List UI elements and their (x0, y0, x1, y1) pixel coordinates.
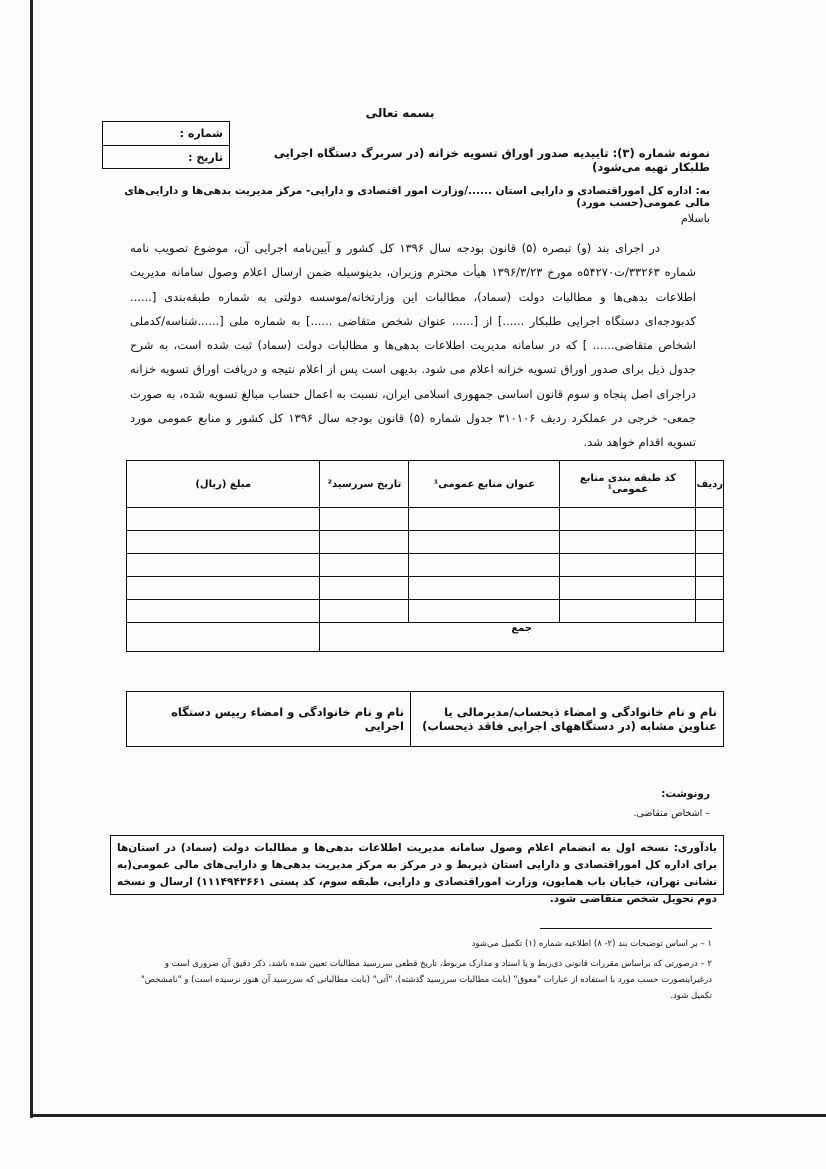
page-edge-bottom (30, 1114, 826, 1117)
footnote-2: ۲ – درصورتی که براساس مقررات قانونی ذی‌ربط و یا اسناد و مدارک مربوط، تاریخ قطعی سررسید مطالبات تعیین شده باشد، ذکر دقیق آن ضروری است و درغیراینصورت حسب مورد با استفاده از عبارات "معوق" (بابت مطالبات سررسید گذشته)، "آتی" (بابت مطالباتی که سررسید آن هنوز نرسیده است) و "نامشخص" تکمیل شود. (140, 959, 712, 1001)
cc-title: رونوشت: (661, 788, 710, 800)
table-header-row (127, 461, 724, 508)
agency-head-signature[interactable]: نام و نام خانوادگی و امضاء رییس دستگاه اجرایی (127, 692, 411, 747)
form-title: نمونه شماره (۳): تاییدیه صدور اوراق تسویه خزانه (در سربرگ دستگاه اجرایی طلبکار تهیه می‌شود) (273, 146, 710, 174)
number-field[interactable]: شماره : (103, 122, 229, 146)
table-total-row (127, 623, 724, 652)
signature-table (126, 691, 724, 747)
total-label: جمع (320, 623, 724, 652)
footnote-1: ۱ – بر اساس توضیحات بند (۲- ۸) اطلاعیه شماره (۱) تکمیل می‌شود (471, 939, 712, 949)
body-paragraph: در اجرای بند (و) تبصره (۵) قانون بودجه سال ۱۳۹۶ کل کشور و آیین‌نامه اجرایی آن، موضوع تصویب نامه شماره ۳۳۲۶۳/ت۵۴۲۷۰ه مورخ ۱۳۹۶/۳/۲۳ هیأت محترم وزیران، بدینوسیله ضمن ارسال اعلام وصول سامانه مدیریت اطلاعات بدهی‌ها و مطالبات دولت (سماد)، مطالبات این وزارتخانه/موسسه دولتی به شماره طبقه‌بندی [...... کدبودجه‌ای دستگاه اجرایی طلبکار ......] از [...... عنوان شخص متقاضی ......] به شماره ملی [......شناسه/کدملی اشخاص متقاضی...... ] که در سامانه مدیریت اطلاعات بدهی‌ها و مطالبات دولت (سماد) ثبت شده است، به شرح جدول ذیل برای صدور اوراق تسویه خزانه اعلام می شود. بدیهی است پس از اعلام نتیجه و دریافت اوراق تسویه خزانه دراجرای اصل پنجاه و سوم قانون اساسی جمهوری اسلامی ایران، نسبت به اعمال حساب مبالغ تسویه شده، به صورت جمعی- خرجی در عملکرد ردیف ۳۱۰۱۰۶ جدول شماره (۵) قانون بودجه سال ۱۳۹۶ کل کشور و منابع عمومی مورد تسویه اقدام خواهد شد. (130, 241, 697, 450)
col-amount: مبلغ (ریال) (127, 461, 320, 508)
cc-item: – اشخاص متقاضی. (633, 808, 710, 819)
footnote-separator (540, 928, 712, 929)
col-row-number: ردیف (696, 461, 724, 508)
table-row (127, 600, 724, 623)
total-amount-cell[interactable] (127, 623, 320, 652)
table-row (127, 508, 724, 531)
number-date-box (102, 121, 230, 169)
recipient-line: به: اداره کل اموراقتصادی و دارایی استان ....../وزارت امور اقتصادی و دارایی- مرکز مدیریت بدهی‌ها و دارایی‌های مالی عمومی(حسب مورد) (124, 185, 710, 209)
finance-head-signature[interactable]: نام و نام خانوادگی و امضاء ذیحساب/مدیرمالی یا عناوین مشابه (در دستگاههای اجرایی فاقد ذیحساب) (411, 692, 724, 747)
table-row (127, 577, 724, 600)
col-due-date: تاریخ سررسید² (320, 461, 409, 508)
table-row (127, 531, 724, 554)
greeting: باسلام (680, 212, 710, 225)
col-resource-title: عنوان منابع عمومی¹ (409, 461, 560, 508)
table-row (127, 554, 724, 577)
claims-table (126, 460, 724, 652)
reminder-note: یادآوری: نسخه اول به انضمام اعلام وصول سامانه مدیریت اطلاعات بدهی‌ها و مطالبات دولت (سماد) در استان‌ها برای اداره کل اموراقتصادی و دارایی استان ذیربط و در مرکز به مرکز مدیریت بدهی‌ها و دارایی‌های مالی عمومی(به نشانی تهران، خیابان باب همایون، وزارت اموراقتصادی و دارایی، طبقه سوم، کد پستی ۱۱۱۴۹۴۳۶۶۱) ارسال و نسخه دوم تحویل شخص متقاضی شود. (110, 835, 724, 895)
col-classification-code: کد طبقه بندی منابع عمومی¹ (560, 461, 696, 508)
date-field[interactable]: تاریخ : (188, 151, 223, 164)
page-edge-left (30, 0, 33, 1118)
basmala: بسمه تعالی (365, 106, 435, 120)
